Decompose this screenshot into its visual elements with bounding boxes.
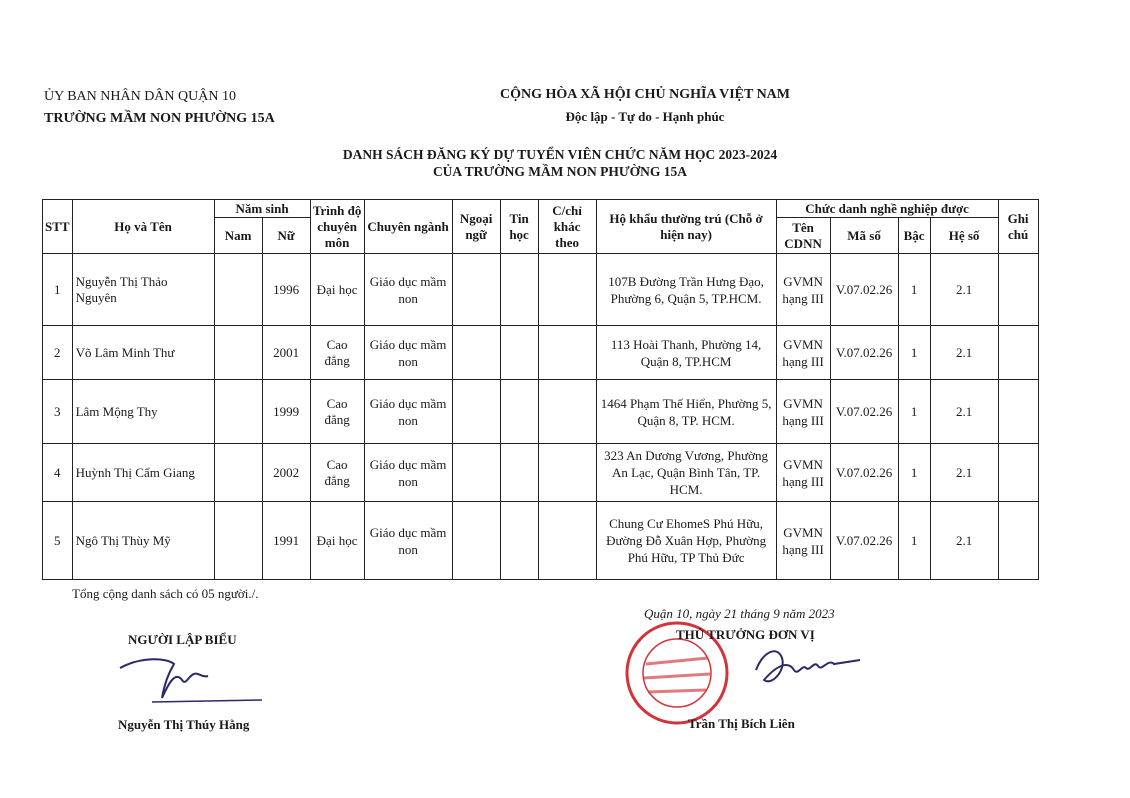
issuer-authority: ỦY BAN NHÂN DÂN QUẬN 10 bbox=[44, 89, 236, 104]
cell-note bbox=[998, 254, 1038, 326]
cell-name: Ngô Thị Thùy Mỹ bbox=[72, 502, 214, 580]
cell-degree: Đại học bbox=[310, 254, 364, 326]
cell-male bbox=[214, 254, 262, 326]
cell-coefficient: 2.1 bbox=[930, 326, 998, 380]
cell-male bbox=[214, 502, 262, 580]
preparer-title: NGƯỜI LẬP BIỂU bbox=[128, 632, 237, 647]
national-motto-block bbox=[455, 84, 835, 128]
cell-note bbox=[998, 444, 1038, 502]
table-row bbox=[43, 502, 1039, 580]
header-title-name: Tên CDNN bbox=[776, 218, 830, 254]
header-it: Tin học bbox=[500, 200, 538, 254]
head-name: Trần Thị Bích Liên bbox=[688, 716, 795, 731]
cell-note bbox=[998, 326, 1038, 380]
cell-other-cert bbox=[538, 444, 596, 502]
cell-code: V.07.02.26 bbox=[830, 326, 898, 380]
preparer-name: Nguyễn Thị Thúy Hằng bbox=[118, 717, 250, 732]
cell-rank: 1 bbox=[898, 254, 930, 326]
cell-code: V.07.02.26 bbox=[830, 254, 898, 326]
cell-major: Giáo dục mầm non bbox=[364, 380, 452, 444]
cell-language bbox=[452, 502, 500, 580]
issuer-school: TRƯỜNG MẦM NON PHƯỜNG 15A bbox=[44, 111, 275, 126]
cell-title-name: GVMN hạng III bbox=[776, 444, 830, 502]
cell-rank: 1 bbox=[898, 444, 930, 502]
cell-it bbox=[500, 502, 538, 580]
head-title: THỦ TRƯỞNG ĐƠN VỊ bbox=[676, 627, 815, 642]
seal-inner-ring bbox=[643, 639, 711, 707]
cell-stt: 1 bbox=[43, 254, 73, 326]
cell-female: 2002 bbox=[262, 444, 310, 502]
cell-other-cert bbox=[538, 380, 596, 444]
preparer-signature bbox=[112, 650, 272, 710]
cell-degree: Cao đẳng bbox=[310, 326, 364, 380]
cell-title-name: GVMN hạng III bbox=[776, 254, 830, 326]
table-row bbox=[43, 326, 1039, 380]
signing-date: Quận 10, ngày 21 tháng 9 năm 2023 bbox=[644, 606, 835, 621]
cell-rank: 1 bbox=[898, 326, 930, 380]
cell-stt: 4 bbox=[43, 444, 73, 502]
header-male: Nam bbox=[214, 218, 262, 254]
cell-rank: 1 bbox=[898, 380, 930, 444]
cell-note bbox=[998, 380, 1038, 444]
cell-other-cert bbox=[538, 502, 596, 580]
cell-language bbox=[452, 326, 500, 380]
cell-female: 2001 bbox=[262, 326, 310, 380]
cell-code: V.07.02.26 bbox=[830, 502, 898, 580]
cell-coefficient: 2.1 bbox=[930, 380, 998, 444]
country-name: CỘNG HÒA XÃ HỘI CHỦ NGHĨA VIỆT NAM bbox=[499, 87, 790, 102]
signature-stroke bbox=[756, 651, 860, 681]
cell-major: Giáo dục mầm non bbox=[364, 326, 452, 380]
cell-degree: Cao đẳng bbox=[310, 380, 364, 444]
header-code: Mã số bbox=[830, 218, 898, 254]
header-address: Hộ khẩu thường trú (Chỗ ở hiện nay) bbox=[596, 200, 776, 254]
seal-text-marks bbox=[644, 658, 710, 692]
cell-it bbox=[500, 380, 538, 444]
signature-underline bbox=[152, 700, 262, 702]
cell-it bbox=[500, 254, 538, 326]
cell-code: V.07.02.26 bbox=[830, 380, 898, 444]
header-birth-year: Năm sinh bbox=[214, 200, 310, 218]
header-language: Ngoại ngữ bbox=[452, 200, 500, 254]
cell-major: Giáo dục mầm non bbox=[364, 254, 452, 326]
cell-coefficient: 2.1 bbox=[930, 502, 998, 580]
cell-rank: 1 bbox=[898, 502, 930, 580]
cell-degree: Cao đẳng bbox=[310, 444, 364, 502]
header-major: Chuyên ngành bbox=[364, 200, 452, 254]
header-coefficient: Hệ số bbox=[930, 218, 998, 254]
header-title-group: Chức danh nghề nghiệp được bbox=[776, 200, 998, 218]
cell-coefficient: 2.1 bbox=[930, 254, 998, 326]
cell-it bbox=[500, 326, 538, 380]
cell-male bbox=[214, 380, 262, 444]
cell-other-cert bbox=[538, 254, 596, 326]
cell-male bbox=[214, 444, 262, 502]
title-line-2: CỦA TRƯỜNG MẦM NON PHƯỜNG 15A bbox=[432, 164, 688, 179]
cell-female: 1999 bbox=[262, 380, 310, 444]
cell-female: 1991 bbox=[262, 502, 310, 580]
cell-language bbox=[452, 254, 500, 326]
cell-male bbox=[214, 326, 262, 380]
cell-address: 113 Hoài Thanh, Phường 14, Quận 8, TP.HCM bbox=[596, 326, 776, 380]
cell-stt: 5 bbox=[43, 502, 73, 580]
motto: Độc lập - Tự do - Hạnh phúc bbox=[565, 109, 725, 124]
header-name: Họ và Tên bbox=[72, 200, 214, 254]
cell-other-cert bbox=[538, 326, 596, 380]
header-degree: Trình độ chuyên môn bbox=[310, 200, 364, 254]
total-count: Tổng cộng danh sách có 05 người./. bbox=[72, 586, 259, 601]
cell-language bbox=[452, 444, 500, 502]
cell-major: Giáo dục mầm non bbox=[364, 444, 452, 502]
cell-degree: Đại học bbox=[310, 502, 364, 580]
signature-stroke bbox=[120, 659, 208, 698]
cell-address: Chung Cư EhomeS Phú Hữu, Đường Đỗ Xuân Hợp, Phường Phú Hữu, TP Thủ Đức bbox=[596, 502, 776, 580]
document-title bbox=[200, 146, 920, 180]
cell-stt: 2 bbox=[43, 326, 73, 380]
cell-name: Lâm Mộng Thy bbox=[72, 380, 214, 444]
issuer-block bbox=[44, 86, 275, 130]
cell-address: 1464 Phạm Thế Hiển, Phường 5, Quận 8, TP. HCM. bbox=[596, 380, 776, 444]
cell-code: V.07.02.26 bbox=[830, 444, 898, 502]
table-row bbox=[43, 380, 1039, 444]
header-note: Ghi chú bbox=[998, 200, 1038, 254]
cell-major: Giáo dục mầm non bbox=[364, 502, 452, 580]
header-other-cert: C/chỉ khác theo bbox=[538, 200, 596, 254]
cell-address: 323 An Dương Vương, Phường An Lạc, Quận Bình Tân, TP. HCM. bbox=[596, 444, 776, 502]
cell-female: 1996 bbox=[262, 254, 310, 326]
cell-name: Võ Lâm Minh Thư bbox=[72, 326, 214, 380]
header-stt: STT bbox=[43, 200, 73, 254]
header-female: Nữ bbox=[262, 218, 310, 254]
head-signature bbox=[742, 630, 872, 700]
cell-title-name: GVMN hạng III bbox=[776, 326, 830, 380]
cell-coefficient: 2.1 bbox=[930, 444, 998, 502]
cell-title-name: GVMN hạng III bbox=[776, 380, 830, 444]
cell-note bbox=[998, 502, 1038, 580]
title-line-1: DANH SÁCH ĐĂNG KÝ DỰ TUYỂN VIÊN CHỨC NĂM HỌC 2023-2024 bbox=[342, 147, 778, 162]
cell-name: Nguyễn Thị Thảo Nguyên bbox=[72, 254, 214, 326]
cell-address: 107B Đường Trần Hưng Đạo, Phường 6, Quận 5, TP.HCM. bbox=[596, 254, 776, 326]
cell-language bbox=[452, 380, 500, 444]
table-row bbox=[43, 444, 1039, 502]
cell-name: Huỳnh Thị Cẩm Giang bbox=[72, 444, 214, 502]
candidate-table bbox=[42, 199, 1039, 580]
cell-it bbox=[500, 444, 538, 502]
cell-stt: 3 bbox=[43, 380, 73, 444]
cell-title-name: GVMN hạng III bbox=[776, 502, 830, 580]
table-row bbox=[43, 254, 1039, 326]
header-rank: Bậc bbox=[898, 218, 930, 254]
